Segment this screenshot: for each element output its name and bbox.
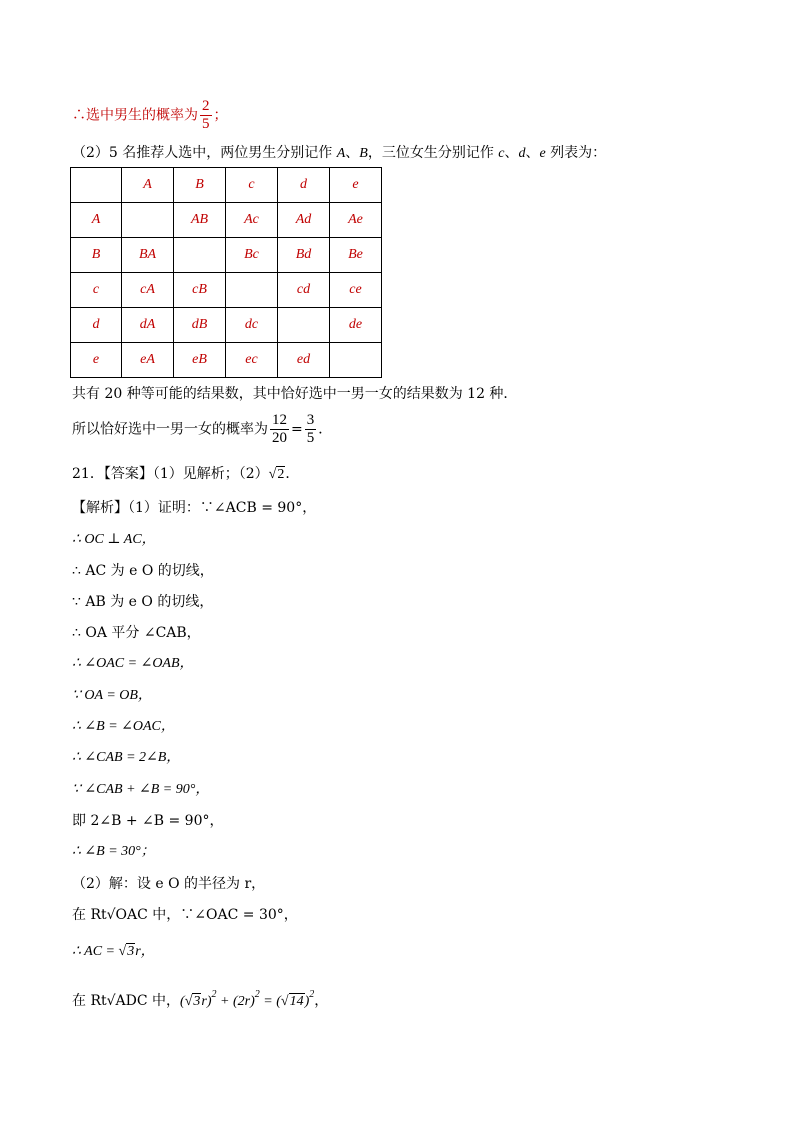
- table-cell: dA: [122, 308, 174, 343]
- proof-line: 即 2∠B + ∠B = 90°，: [72, 813, 224, 829]
- table-cell: dB: [174, 308, 226, 343]
- proof-line: ∴ ∠B = 30°；: [72, 844, 155, 859]
- table-cell: B: [71, 238, 122, 273]
- list-intro-line: （2）5 名推荐人选中，两位男生分别记作 A、B，三位女生分别记作 c、d、e 列表为：: [72, 145, 607, 161]
- sqrt-3: √3: [118, 944, 135, 959]
- proof-line: ∴ ∠B = ∠OAC，: [72, 719, 175, 734]
- table-cell: Ae: [330, 203, 382, 238]
- fraction-12-20: $\frac{12}{20}$: [272, 412, 287, 446]
- fraction-2-5: $\frac{2}{5}$: [202, 98, 210, 132]
- table-row: [71, 308, 382, 343]
- table-cell: c: [71, 273, 122, 308]
- table-cell: dc: [226, 308, 278, 343]
- table-cell: Be: [330, 238, 382, 273]
- table-cell: e: [71, 343, 122, 378]
- table-cell: [278, 308, 330, 343]
- table-cell: ce: [330, 273, 382, 308]
- answer-line: 21．【答案】（1）见解析；（2）√2．: [72, 464, 299, 485]
- proof-line: （2）解：设 e O 的半径为 r，: [72, 876, 266, 892]
- table-cell: B: [174, 168, 226, 203]
- table-cell: BA: [122, 238, 174, 273]
- ac-length-line: ∴ AC = √3r，: [72, 942, 155, 962]
- male-probability-text: ∴选中男生的概率为: [72, 107, 198, 124]
- table-cell: Bc: [226, 238, 278, 273]
- table-cell: A: [71, 203, 122, 238]
- table-cell: [71, 168, 122, 203]
- table-cell: [330, 343, 382, 378]
- proof-line: ∴ ∠CAB = 2∠B，: [72, 750, 181, 765]
- table-cell: cB: [174, 273, 226, 308]
- table-cell: Ad: [278, 203, 330, 238]
- table-row: [71, 273, 382, 308]
- table-cell: AB: [174, 203, 226, 238]
- table-cell: d: [278, 168, 330, 203]
- proof-line: ∵ ∠CAB + ∠B = 90°，: [72, 782, 210, 797]
- proof-line: ∵ OA = OB，: [72, 688, 152, 703]
- table-cell: eA: [122, 343, 174, 378]
- table-cell: ed: [278, 343, 330, 378]
- fraction-3-5: $\frac{3}{5}$: [306, 412, 315, 446]
- proof-line: ∵ AB 为 e O 的切线，: [72, 594, 214, 610]
- outcome-table: [70, 167, 382, 378]
- sqrt-2: √2: [268, 467, 285, 482]
- table-cell: cA: [122, 273, 174, 308]
- table-row: [71, 203, 382, 238]
- table-cell: c: [226, 168, 278, 203]
- sqrt-14: √14: [280, 994, 304, 1009]
- proof-line: 【解析】（1）证明：∵∠ACB = 90°，: [72, 500, 317, 516]
- table-row: [71, 343, 382, 378]
- proof-line: ∴ OC ⊥ AC，: [72, 532, 156, 547]
- proof-line: ∴ OA 平分 ∠CAB，: [72, 625, 201, 641]
- table-cell: [122, 203, 174, 238]
- table-row: [71, 168, 382, 203]
- table-cell: A: [122, 168, 174, 203]
- table-cell: ec: [226, 343, 278, 378]
- table-cell: Bd: [278, 238, 330, 273]
- table-cell: de: [330, 308, 382, 343]
- proof-line: ∴ ∠OAC = ∠OAB，: [72, 656, 194, 671]
- male-probability-line: ∴选中男生的概率为 $\frac{2}{5}$ ；: [72, 98, 228, 132]
- table-cell: e: [330, 168, 382, 203]
- proof-line: ∴ AC 为 e O 的切线，: [72, 563, 214, 579]
- table-cell: eB: [174, 343, 226, 378]
- table-row: [71, 238, 382, 273]
- proof-line: 在 Rt√OAC 中，∵∠OAC = 30°，: [72, 907, 298, 923]
- table-cell: cd: [278, 273, 330, 308]
- mixed-probability-line: 所以恰好选中一男一女的概率为 $\frac{12}{20}$ = $\frac{3}{5}$ ．: [72, 412, 333, 446]
- table-cell: [174, 238, 226, 273]
- table-cell: [226, 273, 278, 308]
- sqrt-3-in-equation: √3: [184, 994, 201, 1009]
- pythagoras-line: 在 Rt√ADC 中，$(√3r)^2 + (2r)^2 = (√14)^2$，: [72, 985, 328, 1012]
- table-cell: Ac: [226, 203, 278, 238]
- table-cell: d: [71, 308, 122, 343]
- outcome-count-line: 共有 20 种等可能的结果数，其中恰好选中一男一女的结果数为 12 种．: [72, 386, 518, 402]
